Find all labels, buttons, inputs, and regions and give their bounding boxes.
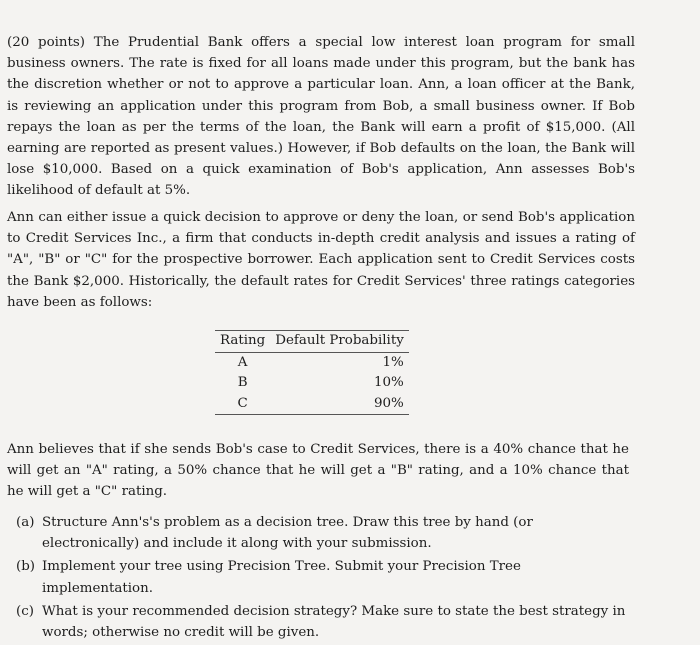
probability-cell: 90%: [270, 394, 409, 415]
default-rates-table: [215, 330, 409, 415]
rating-column-header: Rating: [215, 331, 270, 353]
list-item: [16, 556, 628, 598]
probability-cell: 1%: [382, 354, 404, 370]
probability-cell: 10%: [374, 375, 404, 390]
credit-services-paragraph: Ann can either issue a quick decision to approve or deny the loan, or send Bob's application to Credit Services Inc., a firm that conducts in-depth credit analysis and issues a rating of "A", "B" or "C" for the prospective borrower. Each application sent to Credit Services costs the Bank $2,000. Historically, the default rates for Credit Services' three ratings categories have been as follows:: [7, 210, 635, 310]
problem-intro-paragraph: (20 points) The Prudential Bank offers a special low interest loan program for small business owners. The rate is fixed for all loans made under this program, but the bank has the discretion whether or not to approve a particular loan. Ann, a loan officer at the Bank, is reviewing an application under this program from Bob, a small business owner. If Bob repays the loan as per the terms of the loan, the Bank will earn a profit of $15,000. (All earning are reported as present values.) However, if Bob defaults on the loan, the Bank will lose $10,000. Based on a quick examination of Bob's application, Ann assesses Bob's likelihood of default at 5%.: [7, 35, 635, 199]
rating-cell: B: [237, 375, 248, 390]
list-item: [16, 601, 628, 643]
question-label: (c): [16, 603, 34, 619]
rating-cell: C: [215, 394, 270, 415]
table-header-row: [215, 331, 409, 353]
rating-cell: A: [237, 354, 248, 370]
default-probability-column-header: Default Probability: [270, 331, 409, 353]
table-row: [215, 352, 409, 373]
list-item: [16, 512, 628, 554]
table-row: [215, 394, 409, 415]
question-label: (a): [16, 515, 35, 530]
question-label: (b): [16, 559, 36, 575]
questions-list: [16, 512, 628, 645]
table-row: [215, 373, 409, 394]
rating-chances-paragraph: Ann believes that if she sends Bob's case to Credit Services, there is a 40% chance that he will get an "A" rating, a 50% chance that he will get a "B" rating, and a 10% chance that he will get a "C" rating.: [7, 442, 629, 500]
question-text: Structure Ann's's problem as a decision tree. Draw this tree by hand (or electronically) and include it along with your submission.: [42, 515, 533, 552]
question-text: Implement your tree using Precision Tree. Submit your Precision Tree implementation.: [42, 559, 521, 596]
question-text: What is your recommended decision strategy? Make sure to state the best strategy in words; otherwise no credit will be given.: [42, 603, 626, 641]
